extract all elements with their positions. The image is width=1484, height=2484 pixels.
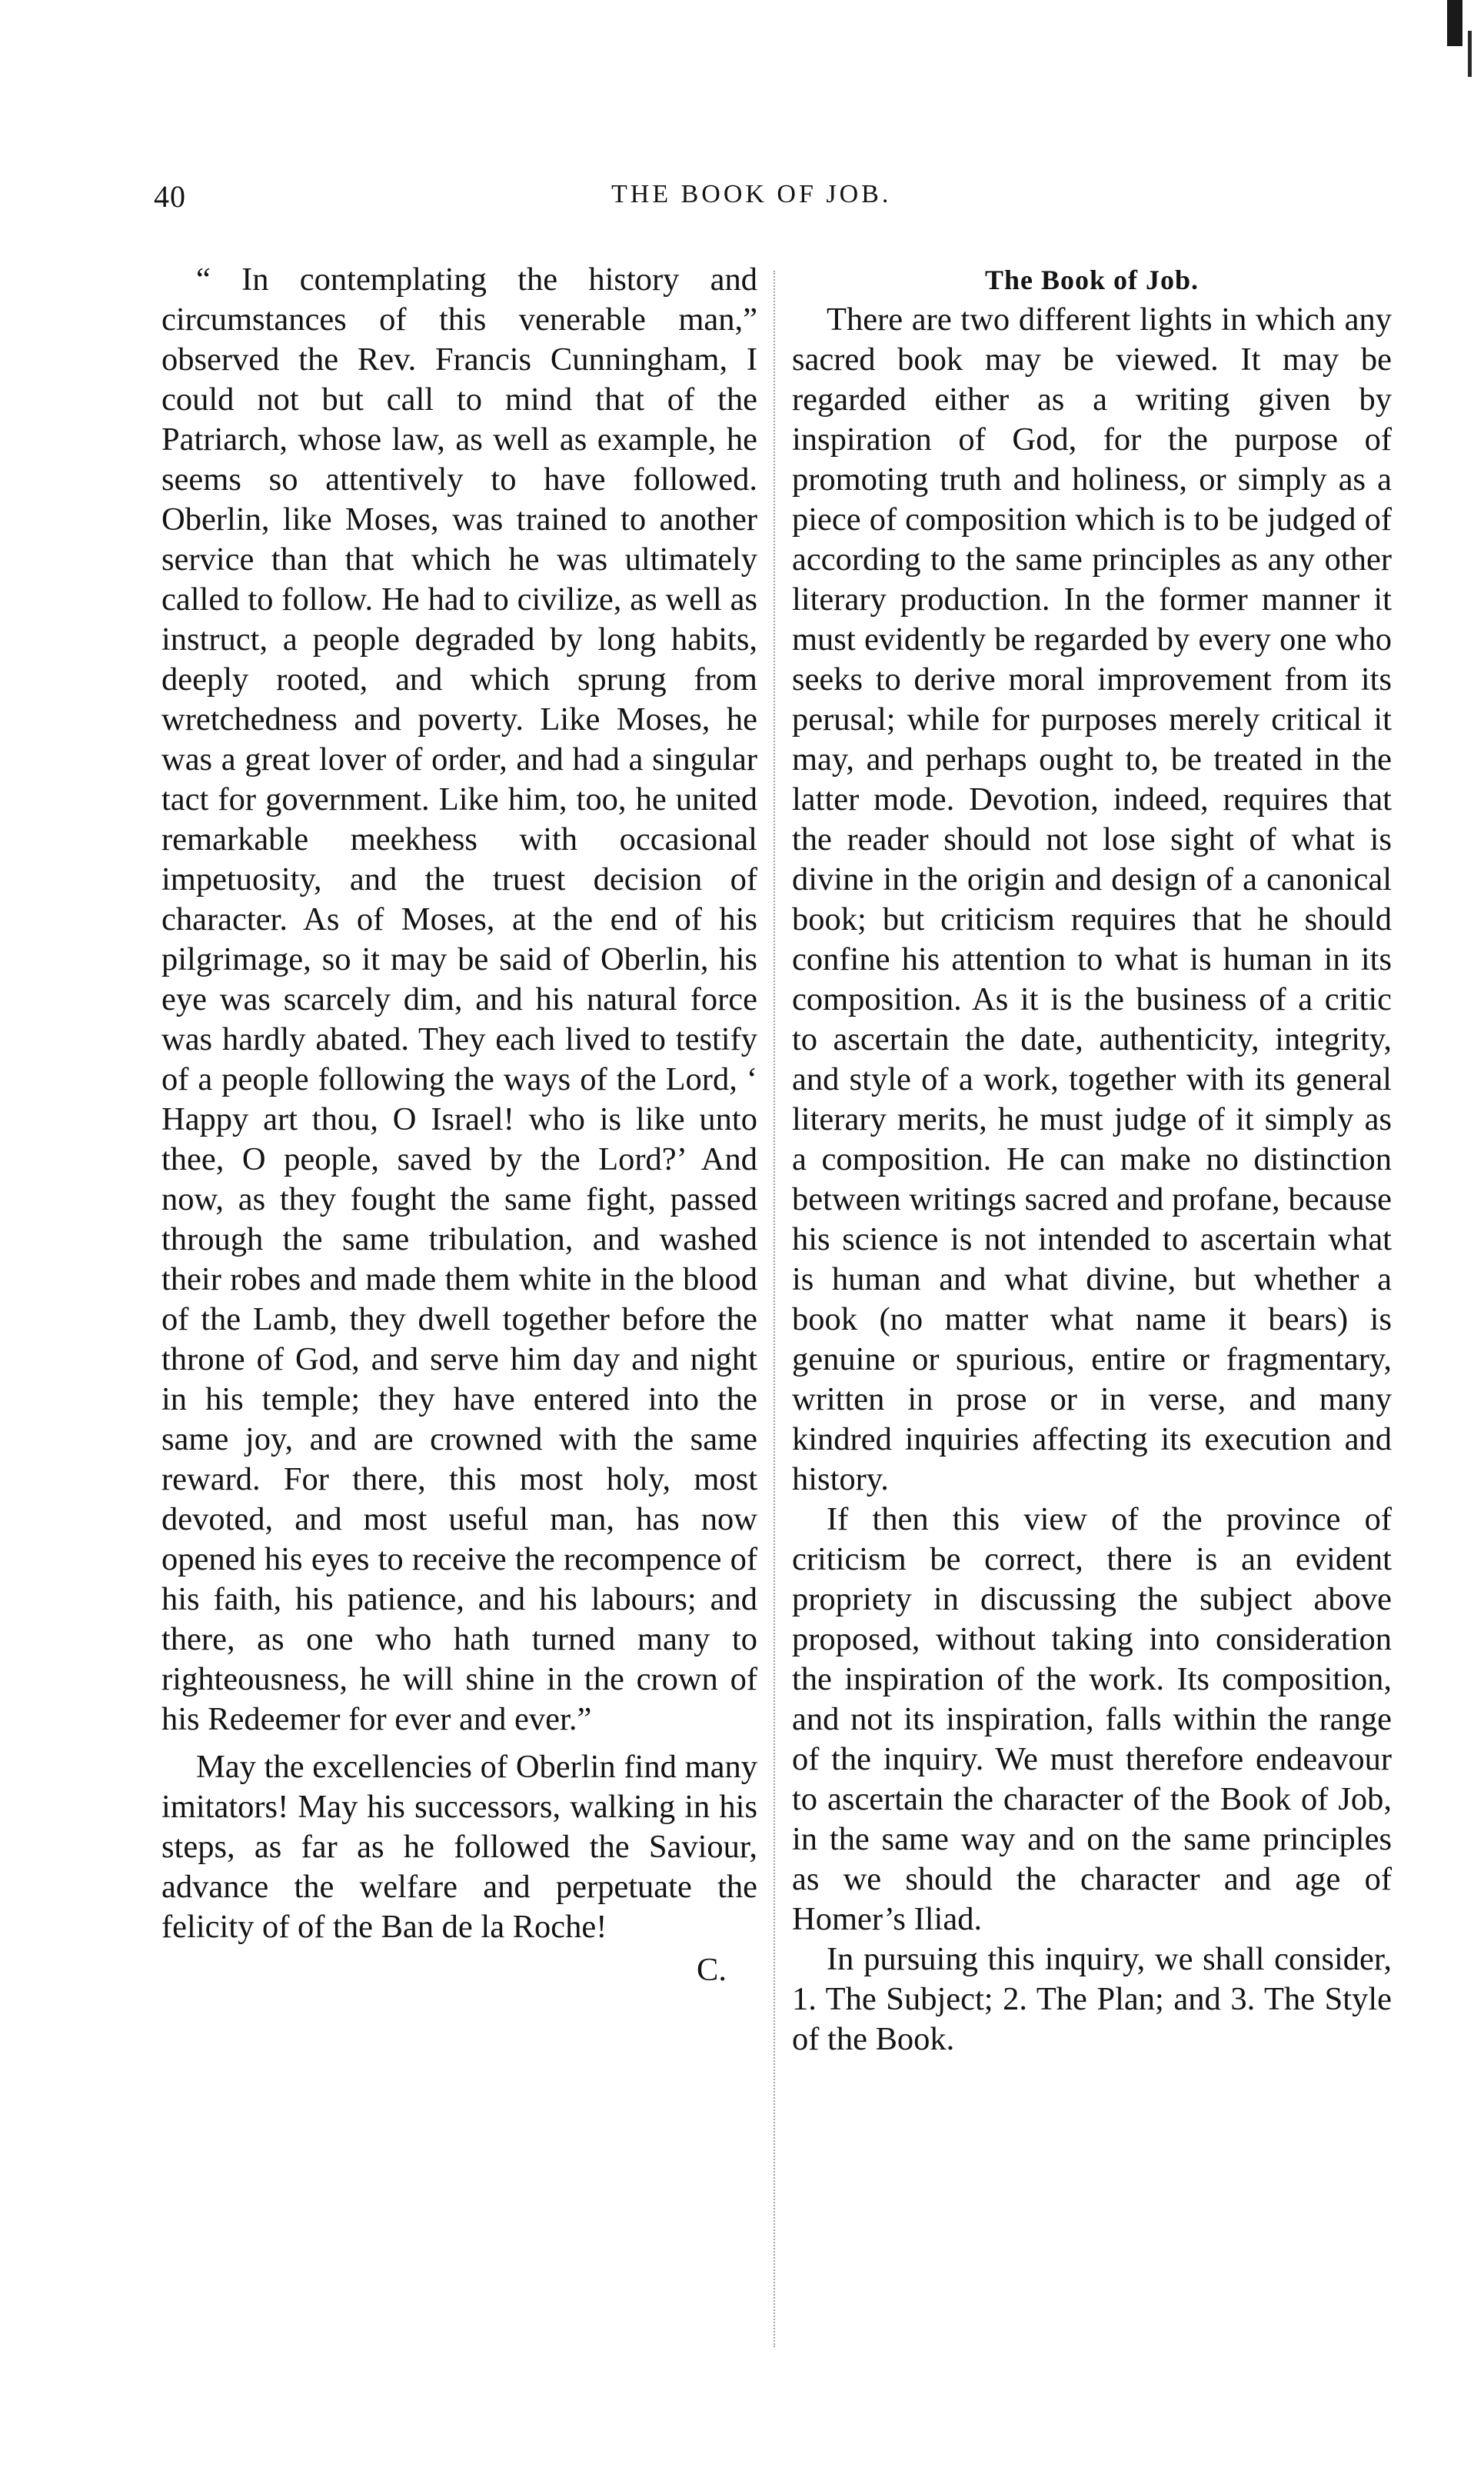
page-number: 40 xyxy=(154,179,186,214)
oberlin-closing-paragraph: May the excellencies of Oberlin find many imitators! May his successors, walking in his steps, as far as he followed the Saviour, advance the welfare and perpetuate the felicity of of the Ban de la Roche! xyxy=(161,1749,757,1945)
left-column xyxy=(161,260,757,1990)
two-lights-paragraph: There are two different lights in which any sacred book may be viewed. It may be regarded either as a writing given by inspiration of God, for the purpose of promoting truth and holiness, or simply as a piece of composition which is to be judged of according to the same principles as any other literary production. In the former manner it must evidently be regarded by every one who seeks to derive moral improvement from its perusal; while for purposes merely critical it may, and perhaps ought to, be treated in the latter mode. Devotion, indeed, requires that the reader should not lose sight of what is divine in the origin and design of a canonical book; but criticism requires that he should confine his attention to what is human in its composition. As it is the business of a critic to ascertain the date, authenticity, integrity, and style of a work, together with its general literary merits, he must judge of it simply as a composition. He can make no distinction between writings sacred and profane, because his science is not intended to ascertain what is human and what divine, but whether a book (no matter what name it bears) is genuine or spurious, entire or fragmentary, written in prose or in verse, and many kindred inquiries affecting its execution and history. xyxy=(792,301,1392,1497)
section-title: The Book of Job. xyxy=(984,265,1200,295)
page-edge-mark-stem xyxy=(1468,31,1472,77)
right-column xyxy=(792,260,1392,2059)
running-head: THE BOOK OF JOB. xyxy=(611,180,892,208)
page-header xyxy=(154,178,1384,225)
author-signature: C. xyxy=(697,1952,727,1988)
criticism-paragraph: If then this view of the province of criticism be correct, there is an evident propriety in discussing the subject above proposed, without taking into consideration the inspiration of the work. Its composition, and not its inspiration, falls within the range of the inquiry. We must therefore endeavour to ascertain the character of the Book of Job, in the same way and on the same principles as we should the character and age of Homer’s Iliad. xyxy=(792,1501,1392,1937)
page-edge-mark xyxy=(1447,0,1462,46)
oberlin-quotation-paragraph: “ In contemplating the history and circumstances of this venerable man,” observed the Rev. Francis Cunningham, I could not but call to mind that of the Patriarch, whose law, as well as example, he seems so attentively to have followed. Oberlin, like Moses, was trained to another service than that which he was ultimately called to follow. He had to civilize, as well as instruct, a people degraded by long habits, deeply rooted, and which sprung from wretchedness and poverty. Like Moses, he was a great lover of order, and had a singular tact for government. Like him, too, he united remarkable meekhess with occasional impetuosity, and the truest decision of character. As of Moses, at the end of his pilgrimage, so it may be said of Oberlin, his eye was scarcely dim, and his natural force was hardly abated. They each lived to testify of a people following the ways of the Lord, ‘ Happy art thou, O Israel! who is like unto thee, O people, saved by the Lord?’ And now, as they fought the same fight, passed through the same tribulation, and washed their robes and made them white in the blood of the Lamb, they dwell together before the throne of God, and serve him day and night in his temple; they have entered into the same joy, and are crowned with the same reward. For there, this most holy, most devoted, and most useful man, has now opened his eyes to receive the recompence of his faith, his patience, and his labours; and there, as one who hath turned many to righteousness, he will shine in the crown of his Redeemer for ever and ever.” xyxy=(161,261,757,1737)
column-divider xyxy=(774,271,775,2347)
inquiry-plan-paragraph: In pursuing this inquiry, we shall consider, 1. The Subject; 2. The Plan; and 3. The Style of the Book. xyxy=(792,1941,1392,2057)
